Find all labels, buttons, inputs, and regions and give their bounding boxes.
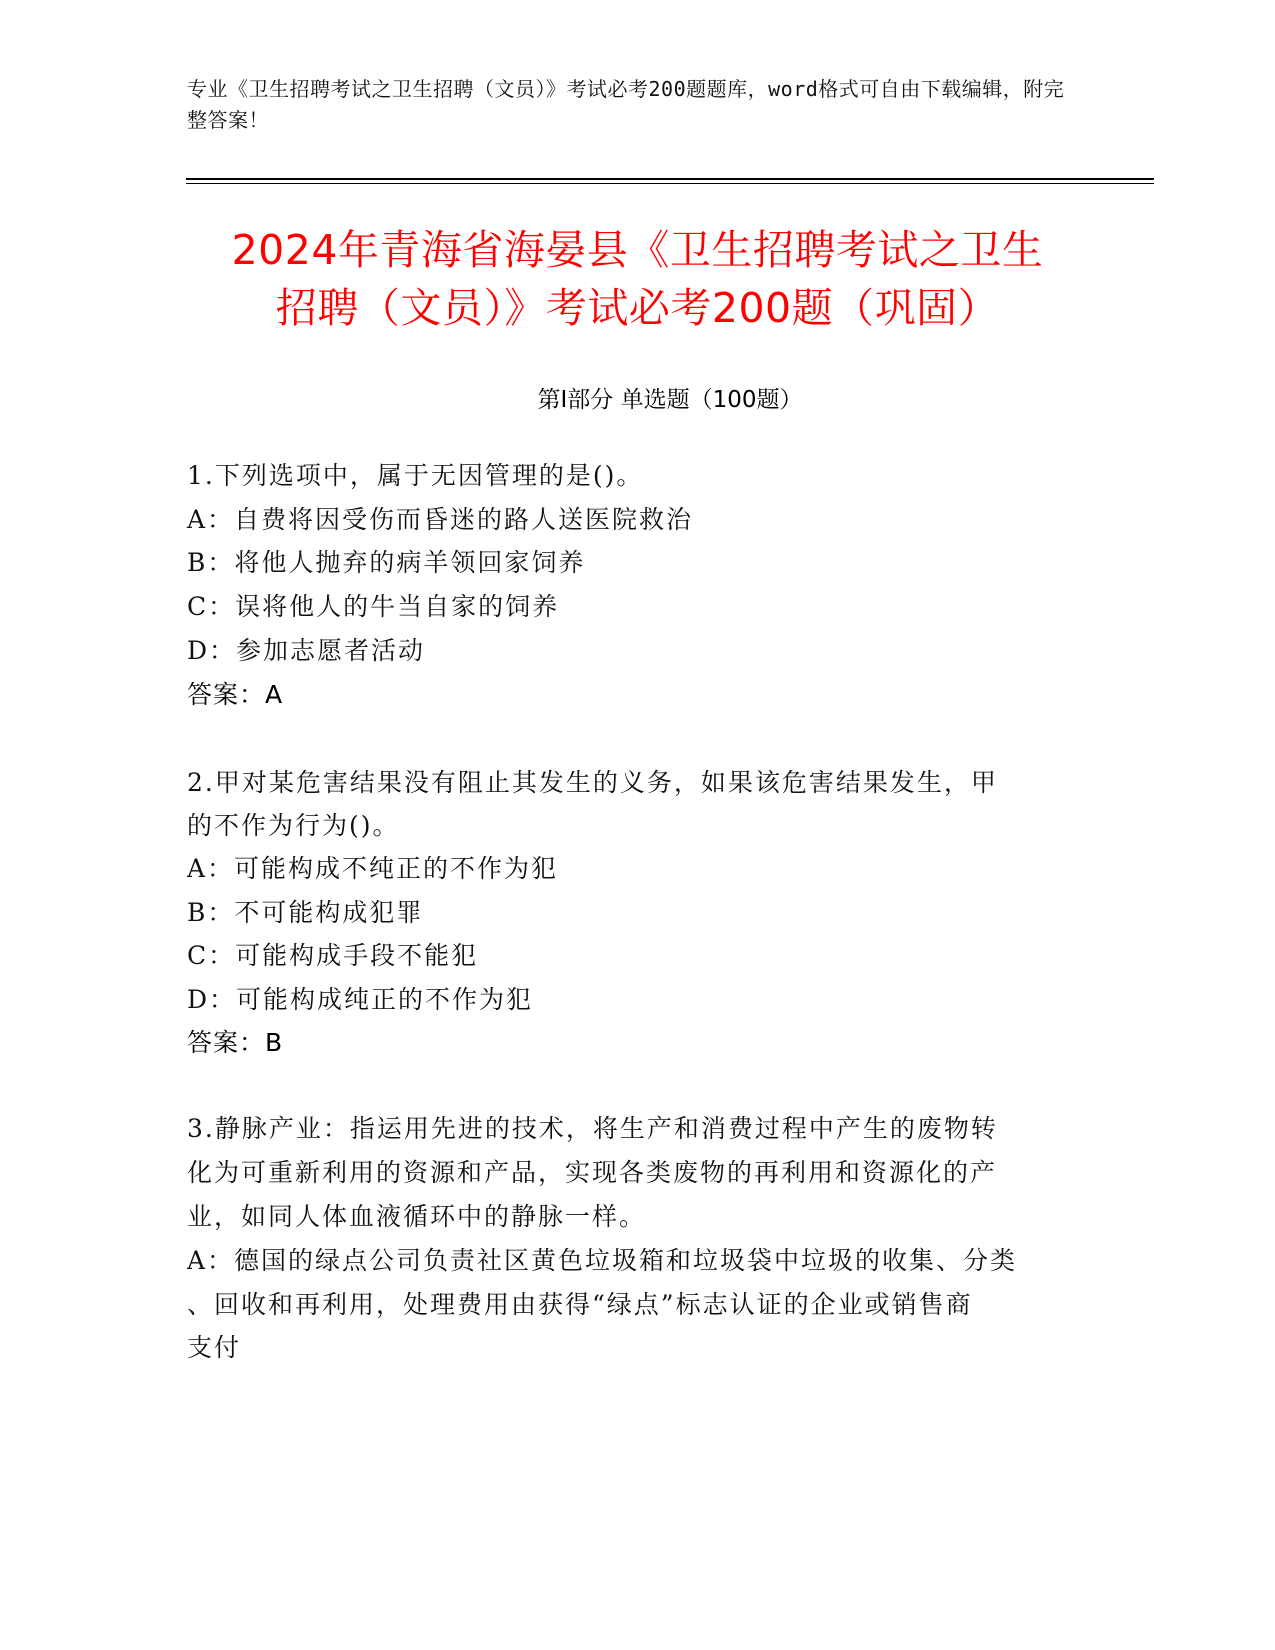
header-divider-thick [186,178,1154,180]
document-title-line-2: 招聘（文员）》考试必考200题（巩固） [275,284,1000,332]
question-2-option-b: B：不可能构成犯罪 [187,898,424,927]
question-3-stem-line-2: 化为可重新利用的资源和产品，实现各类废物的再利用和资源化的产 [187,1158,998,1187]
question-2-stem-line-2: 的不作为行为()。 [187,811,400,840]
question-2-stem-line-1: 2.甲对某危害结果没有阻止其发生的义务，如果该危害结果发生，甲 [187,768,998,797]
question-2-answer: 答案：B [187,1028,284,1057]
header-note: 专业《卫生招聘考试之卫生招聘（文员）》考试必考200题题库，word格式可自由下载编辑，附完整答案！ [187,77,1065,132]
document-title-line-1: 2024年青海省海晏县《卫生招聘考试之卫生 [231,226,1044,274]
question-1-option-b: B：将他人抛弃的病羊领回家饲养 [187,548,586,577]
document-title [160,221,1115,337]
question-1-answer: 答案：A [187,680,284,709]
question-3-stem-line-1: 3.静脉产业：指运用先进的技术，将生产和消费过程中产生的废物转 [187,1114,998,1143]
header-divider-thin [186,183,1154,184]
question-2-option-a: A：可能构成不纯正的不作为犯 [187,854,559,883]
question-3-stem-line-3: 业，如同人体血液循环中的静脉一样。 [187,1202,647,1231]
question-3-option-a-line-1: A：德国的绿点公司负责社区黄色垃圾箱和垃圾袋中垃圾的收集、分类 [187,1246,1018,1275]
question-1-option-a: A：自费将因受伤而昏迷的路人送医院救治 [187,505,694,534]
question-2-option-c: C：可能构成手段不能犯 [187,941,479,970]
question-3-option-a-line-3: 支付 [187,1333,242,1362]
question-1-option-c: C：误将他人的牛当自家的饲养 [187,592,560,621]
question-1-option-d: D：参加志愿者活动 [187,636,426,665]
section-heading: 第Ⅰ部分 单选题（100题） [537,387,803,413]
question-2-option-d: D：可能构成纯正的不作为犯 [187,985,534,1014]
question-3-option-a-line-2: 、回收和再利用，处理费用由获得“绿点”标志认证的企业或销售商 [187,1290,973,1319]
question-1-stem: 1.下列选项中，属于无因管理的是()。 [187,461,644,490]
